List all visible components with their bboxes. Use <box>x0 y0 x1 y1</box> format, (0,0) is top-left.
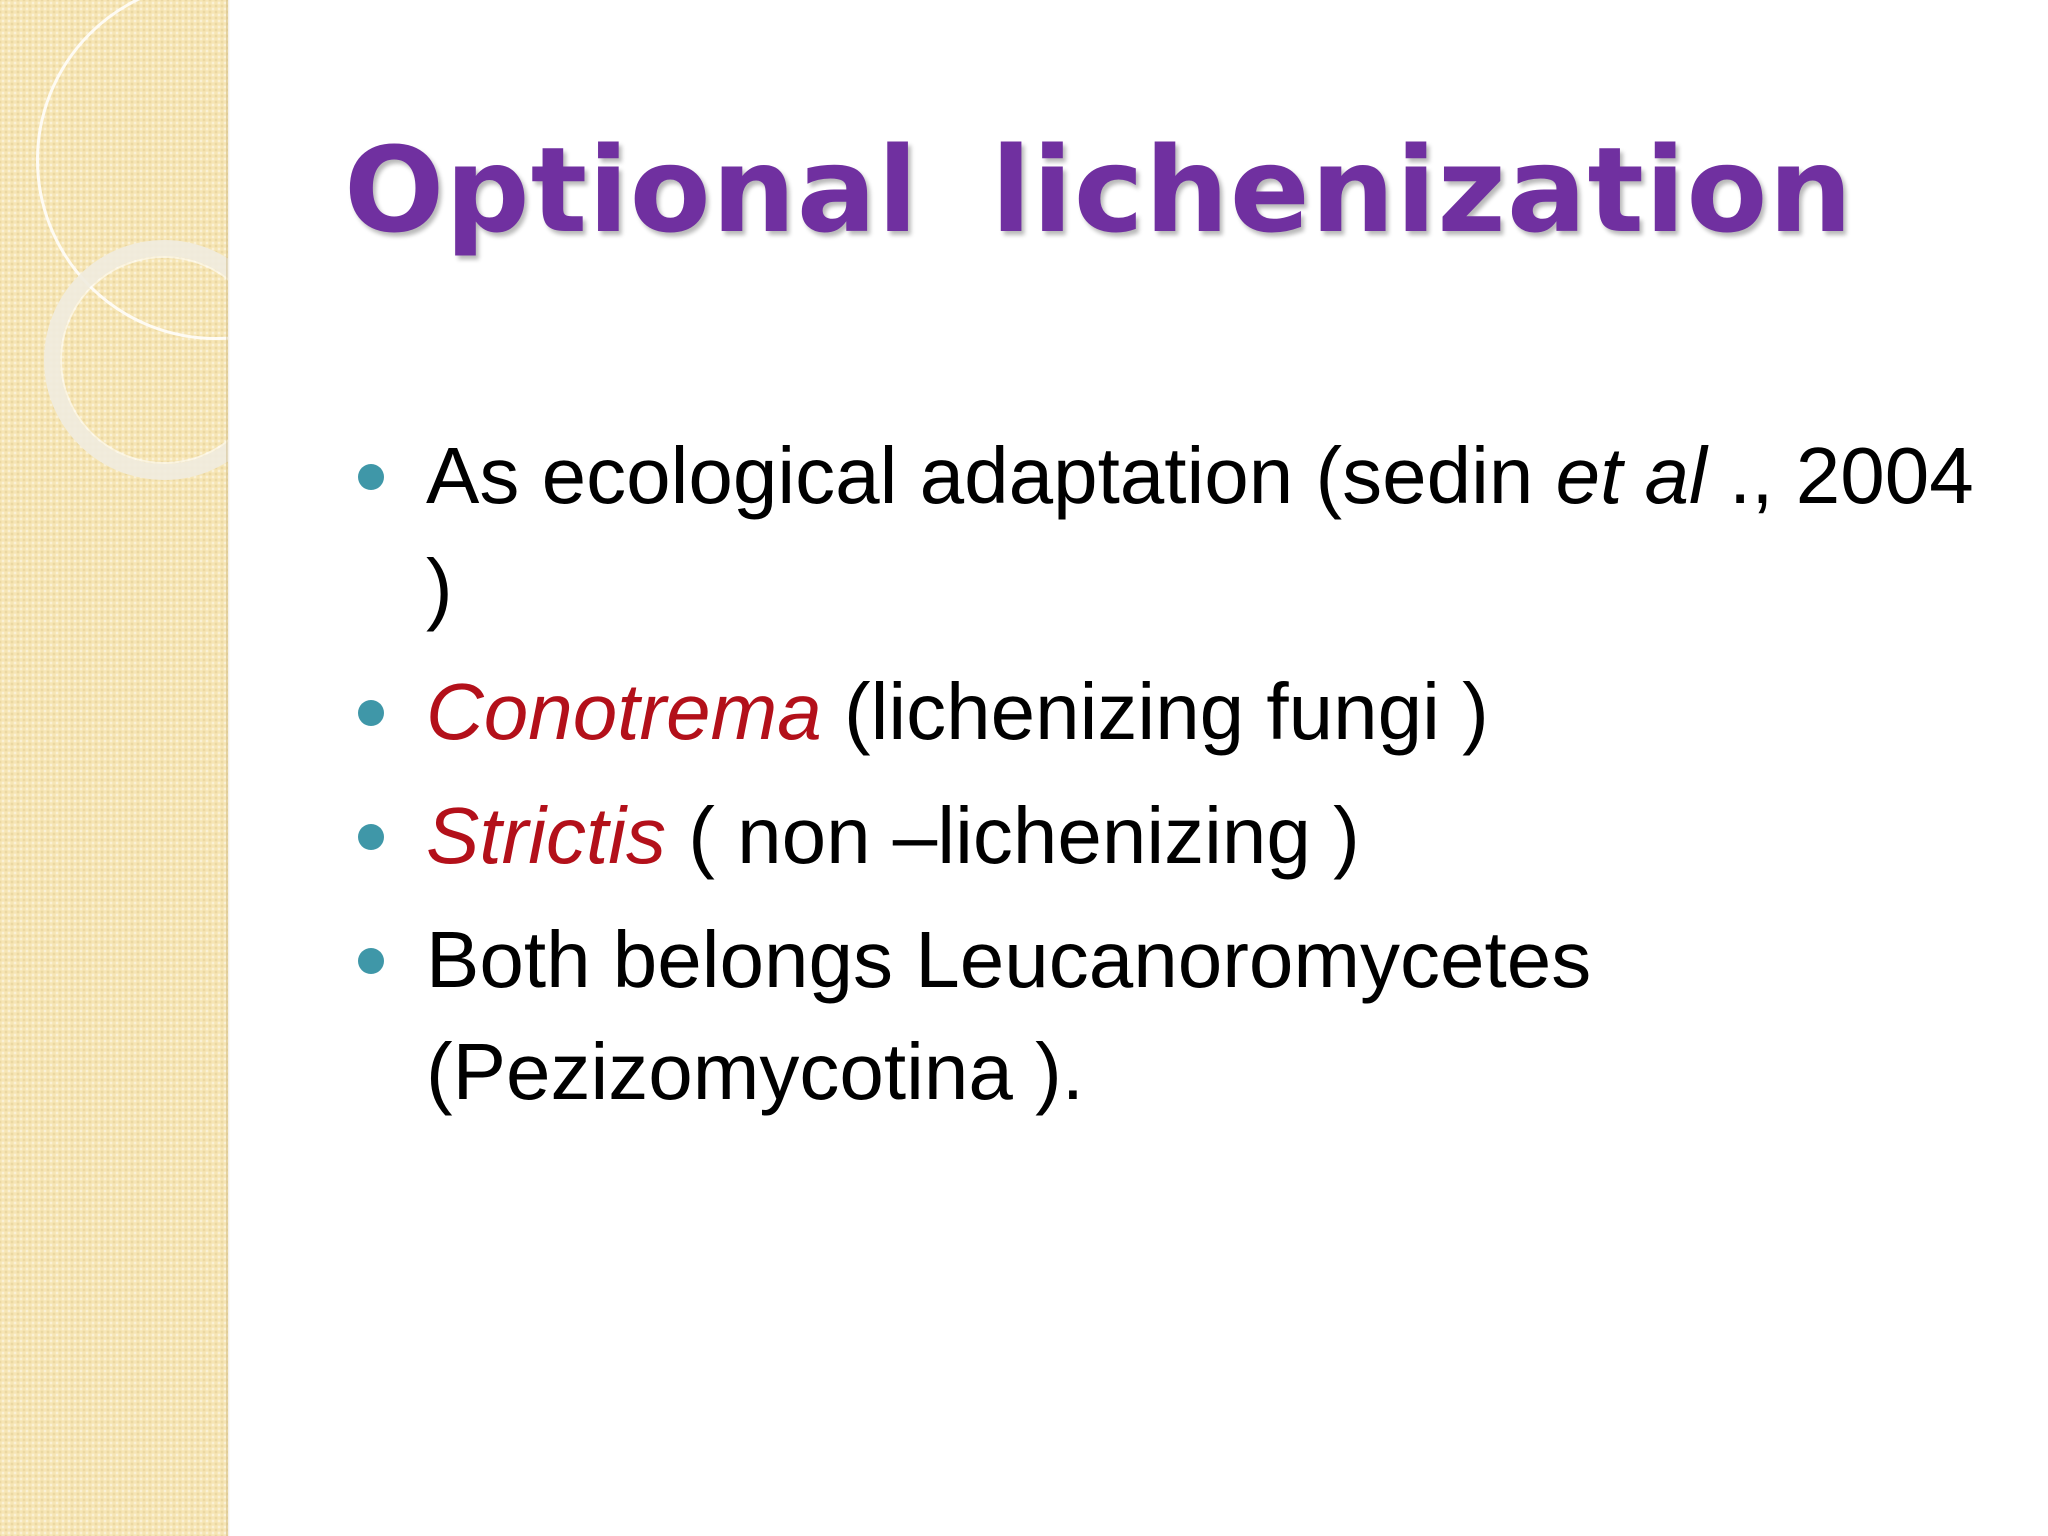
bullet-text: (lichenizing fungi ) <box>821 667 1489 756</box>
genus-name-conotrema: Conotrema <box>426 667 822 756</box>
bullet-text: Both belongs Leucanoromycetes (Pezizomycotina ). <box>426 915 1592 1116</box>
bullet-list <box>352 420 1992 1140</box>
bullet-text: ., 2004 ) <box>426 431 1974 632</box>
citation-et-al: et al <box>1555 431 1707 520</box>
bullet-item-strictis <box>352 780 1992 892</box>
bullet-marker-icon <box>358 824 384 850</box>
slide-title: Optional lichenization <box>344 121 1854 259</box>
bullet-marker-icon <box>358 464 384 490</box>
bullet-item-conotrema <box>352 656 1992 768</box>
side-strip-edge <box>226 0 230 1536</box>
bullet-item-classification <box>352 904 1992 1128</box>
decorative-ring-medium <box>44 240 228 480</box>
bullet-item-ecological-adaptation <box>352 420 1992 644</box>
bullet-marker-icon <box>358 948 384 974</box>
bullet-text: As ecological adaptation (sedin <box>426 431 1556 520</box>
genus-name-strictis: Strictis <box>426 791 666 880</box>
bullet-marker-icon <box>358 700 384 726</box>
bullet-text: ( non –lichenizing ) <box>666 791 1360 880</box>
decorative-side-strip <box>0 0 228 1536</box>
